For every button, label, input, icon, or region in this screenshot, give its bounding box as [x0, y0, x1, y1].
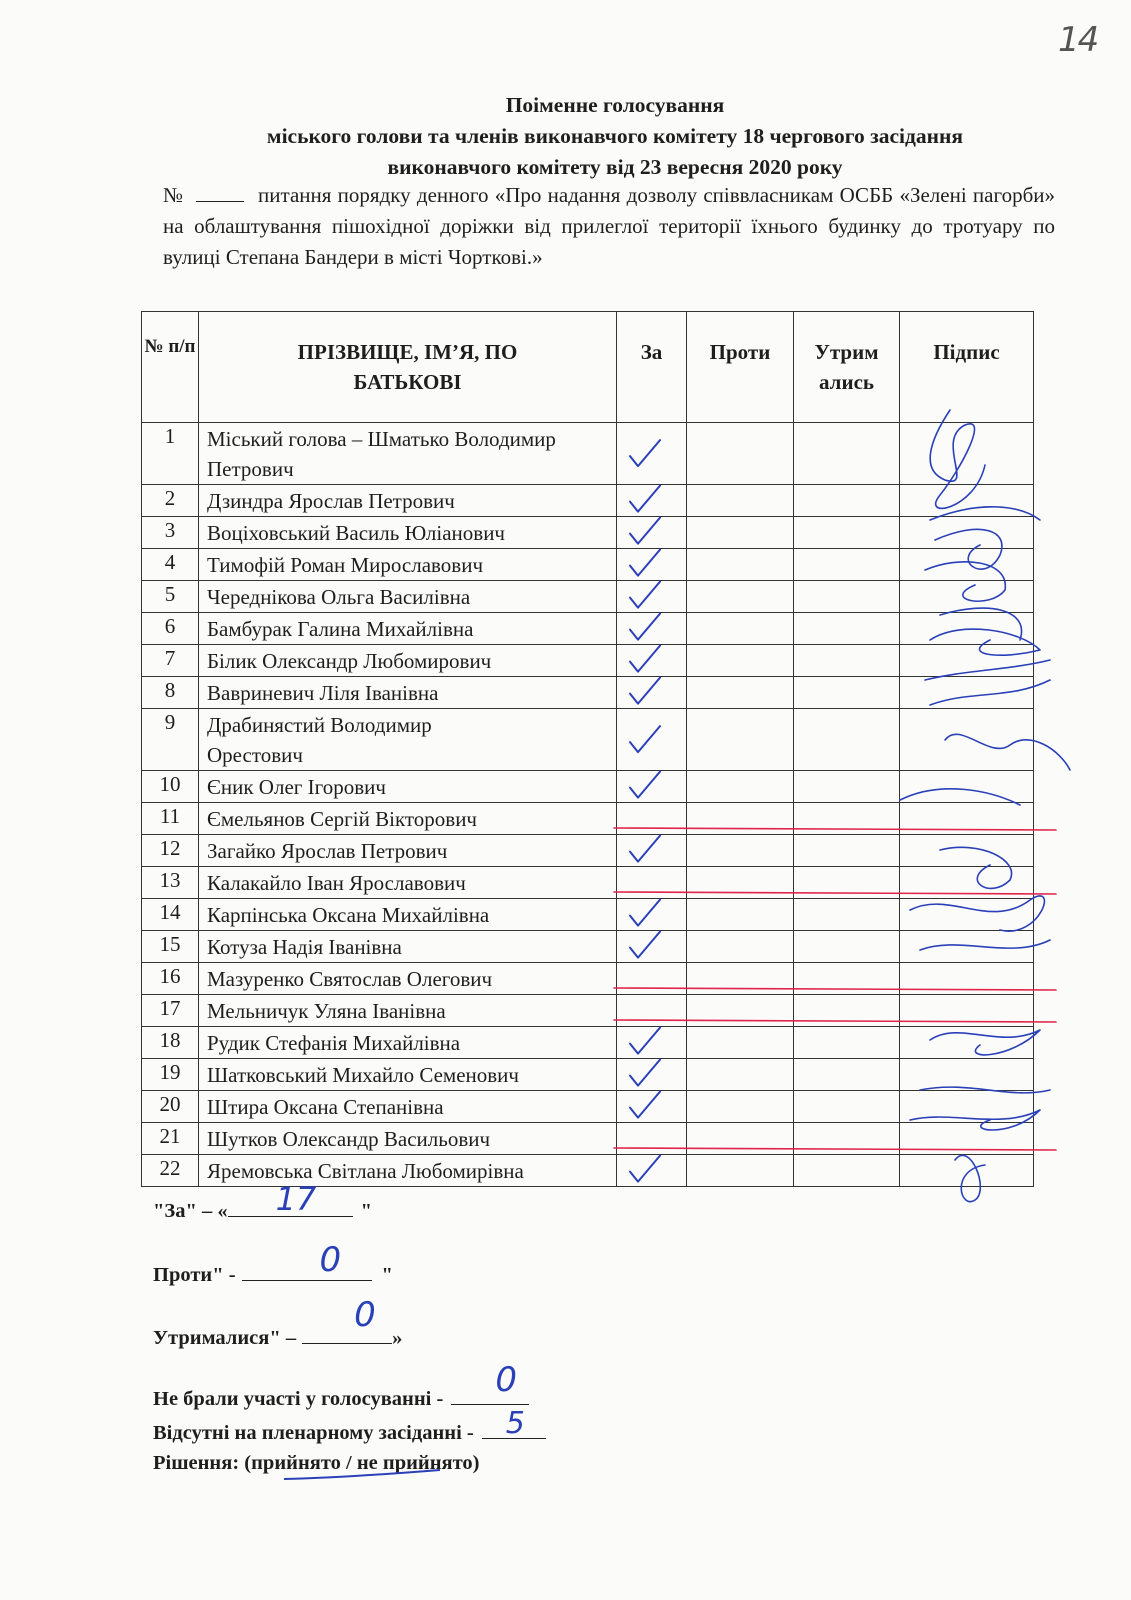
table-row: [142, 423, 1034, 485]
row-number: 22: [142, 1155, 199, 1187]
summary-abstained: [153, 1295, 403, 1350]
cell-signature: [900, 931, 1034, 963]
summary-for-label: "За" – «: [153, 1200, 228, 1222]
col-header-number: № п/п: [142, 312, 199, 423]
cell-signature: [900, 1123, 1034, 1155]
row-number: 15: [142, 931, 199, 963]
row-number: 10: [142, 771, 199, 803]
agenda-text: питання порядку денного «Про надання дозволу співвласникам ОСББ «Зелені пагорби» на облаштування пішохідної доріжки від прилеглої території їхнього будинку до тротуару по вулиці Степана Бандери в місті Чорткові.»: [163, 183, 1055, 269]
cell-for: [617, 645, 687, 677]
cell-against: [687, 423, 794, 485]
cell-signature: [900, 517, 1034, 549]
table-row: [142, 867, 1034, 899]
row-number: 12: [142, 835, 199, 867]
cell-against: [687, 1123, 794, 1155]
cell-against: [687, 645, 794, 677]
cell-for: [617, 1123, 687, 1155]
member-name: Котуза Надія Іванівна: [199, 931, 617, 963]
table-row: [142, 803, 1034, 835]
cell-for: [617, 423, 687, 485]
cell-signature: [900, 1059, 1034, 1091]
row-number: 6: [142, 613, 199, 645]
cell-for: [617, 709, 687, 771]
member-name: Мазуренко Святослав Олегович: [199, 963, 617, 995]
member-name: Ємельянов Сергій Вікторович: [199, 803, 617, 835]
cell-signature: [900, 613, 1034, 645]
summary-against-label: Проти" -: [153, 1264, 236, 1286]
member-name: Воціховський Василь Юліанович: [199, 517, 617, 549]
cell-against: [687, 1027, 794, 1059]
table-row: [142, 835, 1034, 867]
row-number: 19: [142, 1059, 199, 1091]
cell-against: [687, 677, 794, 709]
member-name: Рудик Стефанія Михайлівна: [199, 1027, 617, 1059]
agenda-paragraph: [163, 180, 1055, 273]
col-header-abstained: Утрим ались: [794, 312, 900, 423]
cell-abstained: [794, 931, 900, 963]
summary-abstained-value: 0: [354, 1295, 376, 1335]
cell-for: [617, 867, 687, 899]
cell-signature: [900, 549, 1034, 581]
cell-abstained: [794, 899, 900, 931]
row-number: 8: [142, 677, 199, 709]
summary-absent-blank: [482, 1406, 546, 1441]
row-number: 11: [142, 803, 199, 835]
cell-abstained: [794, 1059, 900, 1091]
cell-abstained: [794, 1027, 900, 1059]
cell-for: [617, 581, 687, 613]
summary-against-close: ": [381, 1264, 393, 1286]
roll-call-table: [141, 311, 1034, 1187]
cell-abstained: [794, 613, 900, 645]
cell-for: [617, 1155, 687, 1187]
cell-against: [687, 867, 794, 899]
summary-not-voted-blank: [451, 1360, 529, 1405]
cell-against: [687, 899, 794, 931]
cell-abstained: [794, 709, 900, 771]
page-number: 14: [1058, 20, 1098, 60]
row-number: 7: [142, 645, 199, 677]
cell-against: [687, 517, 794, 549]
member-name: Дзиндра Ярослав Петрович: [199, 485, 617, 517]
cell-against: [687, 995, 794, 1027]
member-name: Мельничук Уляна Іванівна: [199, 995, 617, 1027]
cell-abstained: [794, 963, 900, 995]
cell-against: [687, 835, 794, 867]
cell-against: [687, 485, 794, 517]
member-name: Яремовська Світлана Любомирівна: [199, 1155, 617, 1187]
cell-abstained: [794, 581, 900, 613]
cell-abstained: [794, 867, 900, 899]
agenda-number-blank: [196, 185, 244, 202]
member-name: Тимофій Роман Мирославович: [199, 549, 617, 581]
cell-for: [617, 1027, 687, 1059]
summary-abstained-label: Утрималися" –: [153, 1327, 297, 1349]
table-row: [142, 709, 1034, 771]
col-header-against: Проти: [687, 312, 794, 423]
summary-decision: [153, 1452, 480, 1475]
cell-signature: [900, 581, 1034, 613]
row-number: 21: [142, 1123, 199, 1155]
cell-signature: [900, 995, 1034, 1027]
cell-signature: [900, 1155, 1034, 1187]
number-sign: №: [163, 183, 185, 207]
cell-for: [617, 771, 687, 803]
cell-abstained: [794, 835, 900, 867]
cell-signature: [900, 1091, 1034, 1123]
cell-abstained: [794, 803, 900, 835]
cell-for: [617, 517, 687, 549]
cell-for: [617, 1091, 687, 1123]
cell-for: [617, 931, 687, 963]
table-row: [142, 771, 1034, 803]
cell-against: [687, 1155, 794, 1187]
cell-signature: [900, 485, 1034, 517]
cell-against: [687, 803, 794, 835]
summary-against-value: 0: [319, 1240, 342, 1280]
cell-against: [687, 931, 794, 963]
row-number: 1: [142, 423, 199, 485]
cell-signature: [900, 803, 1034, 835]
table-row: [142, 485, 1034, 517]
summary-not-voted-value: 0: [495, 1360, 517, 1400]
cell-abstained: [794, 995, 900, 1027]
cell-against: [687, 581, 794, 613]
table-row: [142, 963, 1034, 995]
cell-against: [687, 613, 794, 645]
cell-for: [617, 995, 687, 1027]
member-name: Череднікова Ольга Василівна: [199, 581, 617, 613]
member-name: Драбинястий Володимир Орестович: [199, 709, 617, 771]
cell-abstained: [794, 1091, 900, 1123]
summary-for-value: 17: [275, 1180, 317, 1218]
cell-abstained: [794, 1123, 900, 1155]
cell-signature: [900, 677, 1034, 709]
member-name: Міський голова – Шматько Володимир Петрович: [199, 423, 617, 485]
cell-abstained: [794, 771, 900, 803]
summary-absent: [153, 1406, 546, 1445]
table-row: [142, 995, 1034, 1027]
member-name: Єник Олег Ігорович: [199, 771, 617, 803]
cell-for: [617, 613, 687, 645]
table-row: [142, 613, 1034, 645]
row-number: 16: [142, 963, 199, 995]
table-row: [142, 1027, 1034, 1059]
cell-signature: [900, 835, 1034, 867]
cell-signature: [900, 645, 1034, 677]
cell-for: [617, 677, 687, 709]
member-name: Калакайло Іван Ярославович: [199, 867, 617, 899]
member-name: Шутков Олександр Васильович: [199, 1123, 617, 1155]
cell-signature: [900, 423, 1034, 485]
summary-for: [153, 1180, 372, 1223]
cell-signature: [900, 963, 1034, 995]
cell-abstained: [794, 517, 900, 549]
member-name: Вавриневич Ліля Іванівна: [199, 677, 617, 709]
row-number: 18: [142, 1027, 199, 1059]
table-row: [142, 677, 1034, 709]
cell-for: [617, 1059, 687, 1091]
summary-absent-value: 5: [505, 1406, 525, 1441]
col-header-signature: Підпис: [900, 312, 1034, 423]
table-row: [142, 581, 1034, 613]
summary-against-blank: [242, 1240, 372, 1281]
table-row: [142, 1091, 1034, 1123]
table-row: [142, 645, 1034, 677]
col-header-name: ПРІЗВИЩЕ, ІМ’Я, ПО БАТЬКОВІ: [199, 312, 617, 423]
row-number: 13: [142, 867, 199, 899]
doc-date-line: виконавчого комітету від 23 вересня 2020 року: [387, 155, 843, 179]
cell-against: [687, 1091, 794, 1123]
member-name: Карпінська Оксана Михайлівна: [199, 899, 617, 931]
cell-abstained: [794, 645, 900, 677]
table-row: [142, 517, 1034, 549]
cell-for: [617, 549, 687, 581]
row-number: 3: [142, 517, 199, 549]
cell-abstained: [794, 1155, 900, 1187]
cell-signature: [900, 709, 1034, 771]
summary-abstained-blank: [302, 1295, 392, 1344]
cell-abstained: [794, 549, 900, 581]
member-name: Загайко Ярослав Петрович: [199, 835, 617, 867]
summary-absent-label: Відсутні на пленарному засіданні -: [153, 1422, 474, 1444]
summary-abstained-close: »: [392, 1327, 403, 1349]
cell-signature: [900, 899, 1034, 931]
cell-abstained: [794, 677, 900, 709]
member-name: Білик Олександр Любомирович: [199, 645, 617, 677]
member-name: Бамбурак Галина Михайлівна: [199, 613, 617, 645]
cell-abstained: [794, 423, 900, 485]
table-row: [142, 549, 1034, 581]
member-name: Штира Оксана Степанівна: [199, 1091, 617, 1123]
cell-for: [617, 963, 687, 995]
table-row: [142, 1059, 1034, 1091]
cell-against: [687, 549, 794, 581]
doc-title: Поіменне голосування: [505, 93, 725, 117]
cell-for: [617, 899, 687, 931]
table-row: [142, 1123, 1034, 1155]
table-header-row: [142, 312, 1034, 423]
cell-for: [617, 803, 687, 835]
summary-against: [153, 1240, 393, 1287]
summary-not-voted: [153, 1360, 529, 1411]
row-number: 2: [142, 485, 199, 517]
row-number: 5: [142, 581, 199, 613]
cell-signature: [900, 1027, 1034, 1059]
col-header-for: За: [617, 312, 687, 423]
member-name: Шатковський Михайло Семенович: [199, 1059, 617, 1091]
cell-against: [687, 963, 794, 995]
doc-subtitle: міського голови та членів виконавчого комітету 18 чергового засідання: [266, 124, 964, 148]
row-number: 4: [142, 549, 199, 581]
cell-against: [687, 709, 794, 771]
summary-for-close: ": [360, 1200, 372, 1222]
cell-for: [617, 485, 687, 517]
row-number: 14: [142, 899, 199, 931]
cell-signature: [900, 771, 1034, 803]
cell-abstained: [794, 485, 900, 517]
cell-against: [687, 1059, 794, 1091]
row-number: 17: [142, 995, 199, 1027]
table-row: [142, 899, 1034, 931]
summary-not-voted-label: Не брали участі у голосуванні -: [153, 1388, 444, 1410]
cell-for: [617, 835, 687, 867]
table-row: [142, 931, 1034, 963]
cell-against: [687, 771, 794, 803]
row-number: 9: [142, 709, 199, 771]
summary-for-blank: [228, 1180, 353, 1218]
row-number: 20: [142, 1091, 199, 1123]
cell-signature: [900, 867, 1034, 899]
summary-decision-label: Рішення: (прийнято / не прийнято): [153, 1452, 480, 1474]
